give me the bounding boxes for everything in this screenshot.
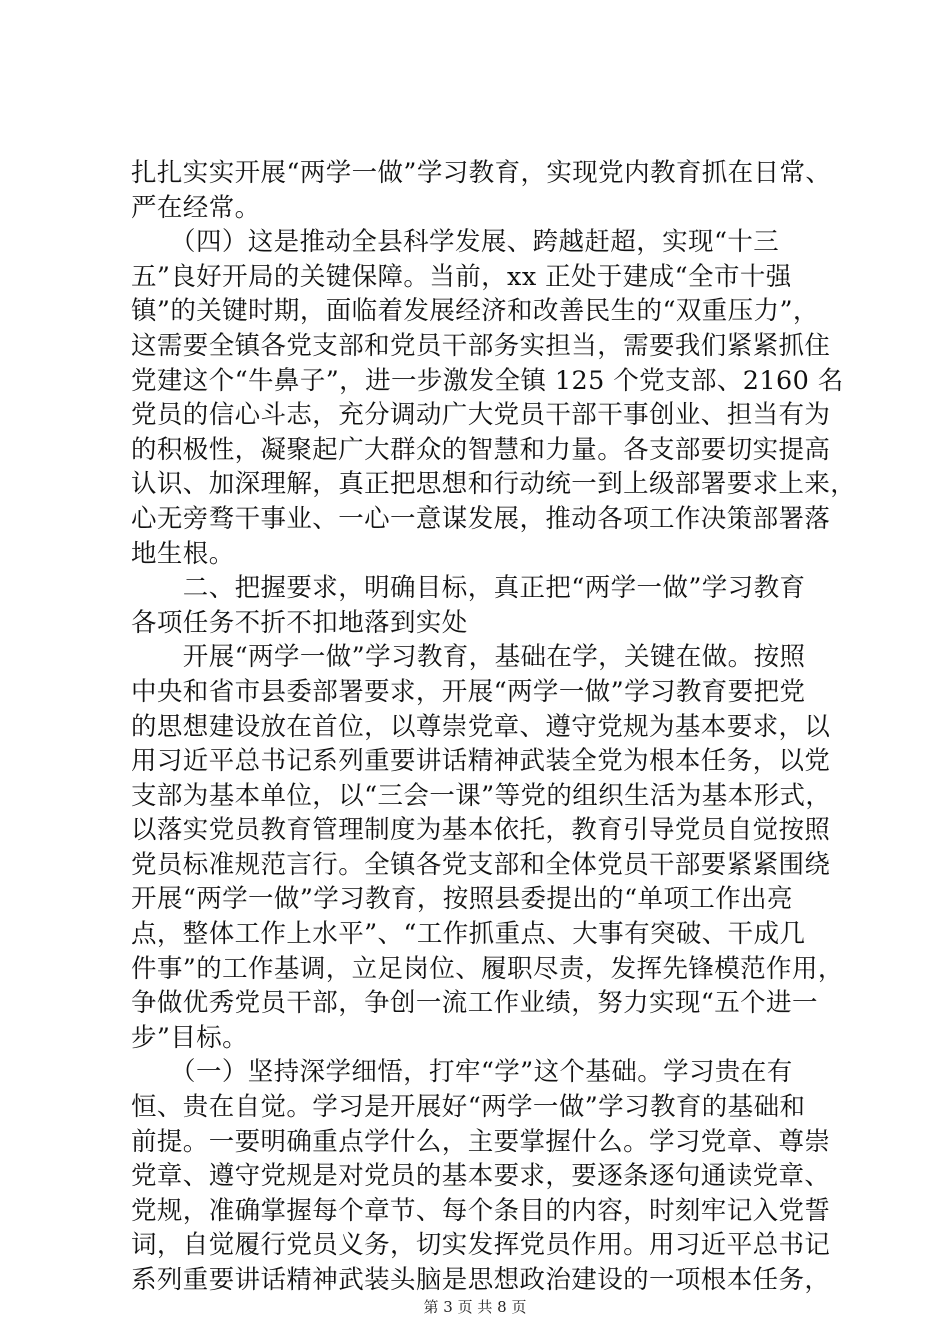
text-line: 恒、贵在自觉。学习是开展好“两学一做”学习教育的基础和 bbox=[131, 1092, 806, 1123]
text-line: 党章、遵守党规是对党员的基本要求，要逐条逐句通读党章、 bbox=[131, 1161, 831, 1192]
text-line: 党规，准确掌握每个章节、每个条目的内容，时刻牢记入党誓 bbox=[131, 1195, 831, 1226]
text-line: 前提。一要明确重点学什么，主要掌握什么。学习党章、尊崇 bbox=[131, 1126, 831, 1157]
text-line: 件事”的工作基调，立足岗位、履职尽责，发挥先锋模范作用， bbox=[131, 953, 844, 984]
text-line: 开展“两学一做”学习教育，基础在学，关键在做。按照 bbox=[131, 642, 806, 673]
text-line: 二、把握要求，明确目标，真正把“两学一做”学习教育 bbox=[131, 573, 806, 604]
text-line: 的积极性，凝聚起广大群众的智慧和力量。各支部要切实提高 bbox=[131, 434, 831, 465]
text-line: 这需要全镇各党支部和党员干部务实担当，需要我们紧紧抓住 bbox=[131, 330, 831, 361]
text-line: 开展“两学一做”学习教育，按照县委提出的“单项工作出亮 bbox=[131, 884, 793, 915]
text-line: 词，自觉履行党员义务，切实发挥党员作用。用习近平总书记 bbox=[131, 1230, 831, 1261]
text-line: （一）坚持深学细悟，打牢“学”这个基础。学习贵在有 bbox=[131, 1057, 793, 1088]
page-number-footer: 第 3 页 共 8 页 bbox=[423, 1298, 527, 1316]
text-line: 党员标准规范言行。全镇各党支部和全体党员干部要紧紧围绕 bbox=[131, 849, 831, 880]
text-line: 五”良好开局的关键保障。当前，xx 正处于建成“全市十强 bbox=[131, 261, 792, 292]
text-line: 点，整体工作上水平”、“工作抓重点、大事有突破、干成几 bbox=[131, 919, 806, 950]
text-line: 认识、加深理解，真正把思想和行动统一到上级部署要求上来， bbox=[131, 469, 857, 500]
text-line: 严在经常。 bbox=[131, 192, 261, 223]
document-body bbox=[131, 156, 857, 1298]
text-line: 支部为基本单位，以“三会一课”等党的组织生活为基本形式， bbox=[131, 780, 832, 811]
text-line: 扎扎实实开展“两学一做”学习教育，实现党内教育抓在日常、 bbox=[131, 158, 832, 188]
text-line: 心无旁骛干事业、一心一意谋发展，推动各项工作决策部署落 bbox=[131, 503, 831, 534]
text-line: 各项任务不折不扣地落到实处 bbox=[131, 607, 468, 638]
text-line: 系列重要讲话精神武装头脑是思想政治建设的一项根本任务， bbox=[131, 1265, 831, 1295]
text-line: 镇”的关键时期，面临着发展经济和改善民生的“双重压力”， bbox=[131, 296, 819, 327]
text-line: 以落实党员教育管理制度为基本依托，教育引导党员自觉按照 bbox=[131, 815, 831, 846]
text-line: 争做优秀党员干部，争创一流工作业绩，努力实现“五个进一 bbox=[131, 988, 818, 1019]
text-line: 用习近平总书记系列重要讲话精神武装全党为根本任务，以党 bbox=[131, 746, 831, 777]
text-line: 地生根。 bbox=[131, 538, 235, 569]
text-line: 步”目标。 bbox=[131, 1022, 249, 1053]
text-line: 中央和省市县委部署要求，开展“两学一做”学习教育要把党 bbox=[131, 676, 806, 707]
text-line: 的思想建设放在首位，以尊崇党章、遵守党规为基本要求，以 bbox=[131, 711, 831, 742]
text-line: （四）这是推动全县科学发展、跨越赶超，实现“十三 bbox=[131, 227, 780, 258]
text-line: 党建这个“牛鼻子”，进一步激发全镇 125 个党支部、2160 名 bbox=[131, 365, 844, 396]
text-line: 党员的信心斗志，充分调动广大党员干部干事创业、担当有为 bbox=[131, 400, 831, 431]
